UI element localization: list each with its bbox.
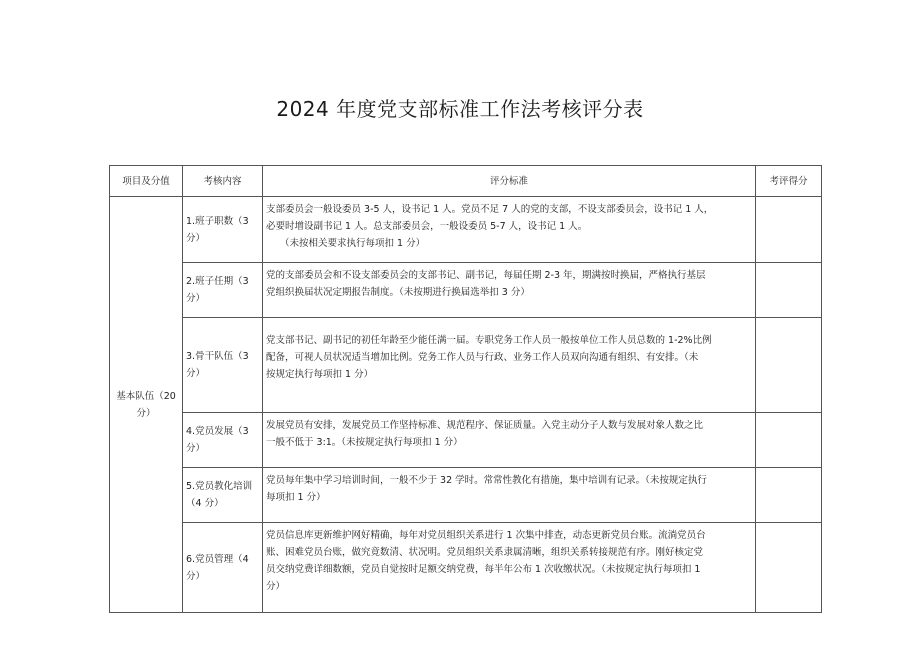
score-cell[interactable] [756,197,822,263]
criteria-line: 每项扣 1 分） [266,492,326,503]
row-item: 6.党员管理（4 分） [183,523,263,613]
row-item: 3.骨干队伍（3 分） [183,318,263,413]
row-item: 1.班子职数（3 分） [183,197,263,263]
header-criteria: 评分标准 [263,166,756,197]
criteria-line: 党组织换届状况定期报告制度。（未按期进行换届选举扣 3 分） [266,287,530,298]
criteria-line: 按规定执行每项扣 1 分） [266,369,374,380]
header-item: 项目及分值 [110,166,183,197]
score-cell[interactable] [756,318,822,413]
score-cell[interactable] [756,523,822,613]
criteria-line: 党员每年集中学习培训时间，一般不少于 32 学时。常常性教化有措施，集中培训有记录。（未按规定执行 [266,475,707,486]
row-criteria [263,318,756,413]
score-cell[interactable] [756,413,822,468]
criteria-line: 员交纳党费详细数额，党员自觉按时足额交纳党费，每半年公布 1 次收缴状况。（未按规定执行每项扣 1 [266,564,701,575]
table-row [110,318,822,413]
header-content: 考核内容 [183,166,263,197]
criteria-line: 发展党员有安排，发展党员工作坚持标准、规范程序、保证质量。入党主动分子人数与发展对象人数之比 [266,420,704,431]
page-title: 2024 年度党支部标准工作法考核评分表 [276,97,644,121]
row-item: 4.党员发展（3 分） [183,413,263,468]
row-item: 5.党员教化培训（4 分） [183,468,263,523]
header-score: 考评得分 [756,166,822,197]
criteria-line: 分） [266,581,286,592]
table-header-row [110,166,822,197]
table-row [110,413,822,468]
evaluation-table [109,165,822,613]
table-row [110,523,822,613]
criteria-line: 账、困难党员台账，做究竟数清、状况明。党员组织关系隶属清晰，组织关系转接规范有序。刚好核定党 [266,547,704,558]
row-criteria [263,523,756,613]
score-cell[interactable] [756,468,822,523]
criteria-line: 党员信息库更新维护网好精确，每年对党员组织关系进行 1 次集中排查，动态更新党员台账。流淌党员台 [266,530,706,541]
criteria-line: 党支部书记、副书记的初任年龄至少能任满一届。专职党务工作人员一般按单位工作人员总数的 1-2%比例 [266,335,712,346]
row-criteria [263,263,756,318]
table-row [110,263,822,318]
table-row [110,468,822,523]
score-cell[interactable] [756,263,822,318]
criteria-line: 配备，可视人员状况适当增加比例。党务工作人员与行政、业务工作人员双向沟通有组织、有安排。（未 [266,352,699,363]
table-row [110,197,822,263]
row-criteria [263,197,756,263]
group-label: 基本队伍（20 分） [110,197,183,613]
criteria-line: 支部委员会一般设委员 3-5 人，设书记 1 人。党员不足 7 人的党的支部，不设支部委员会，设书记 1 人， [266,204,714,215]
criteria-line: 一般不低于 3:1。（未按规定执行每项扣 1 分） [266,437,463,448]
row-item: 2.班子任期（3 分） [183,263,263,318]
criteria-line: 必要时增设副书记 1 人。总支部委员会，一般设委员 5-7 人，设书记 1 人。 [266,221,588,232]
row-criteria [263,413,756,468]
row-criteria [263,468,756,523]
criteria-line: 党的支部委员会和不设支部委员会的支部书记、副书记，每届任期 2-3 年，期满按时换届，严格执行基层 [266,270,706,281]
criteria-line: （未按相关要求执行每项扣 1 分） [280,238,426,249]
